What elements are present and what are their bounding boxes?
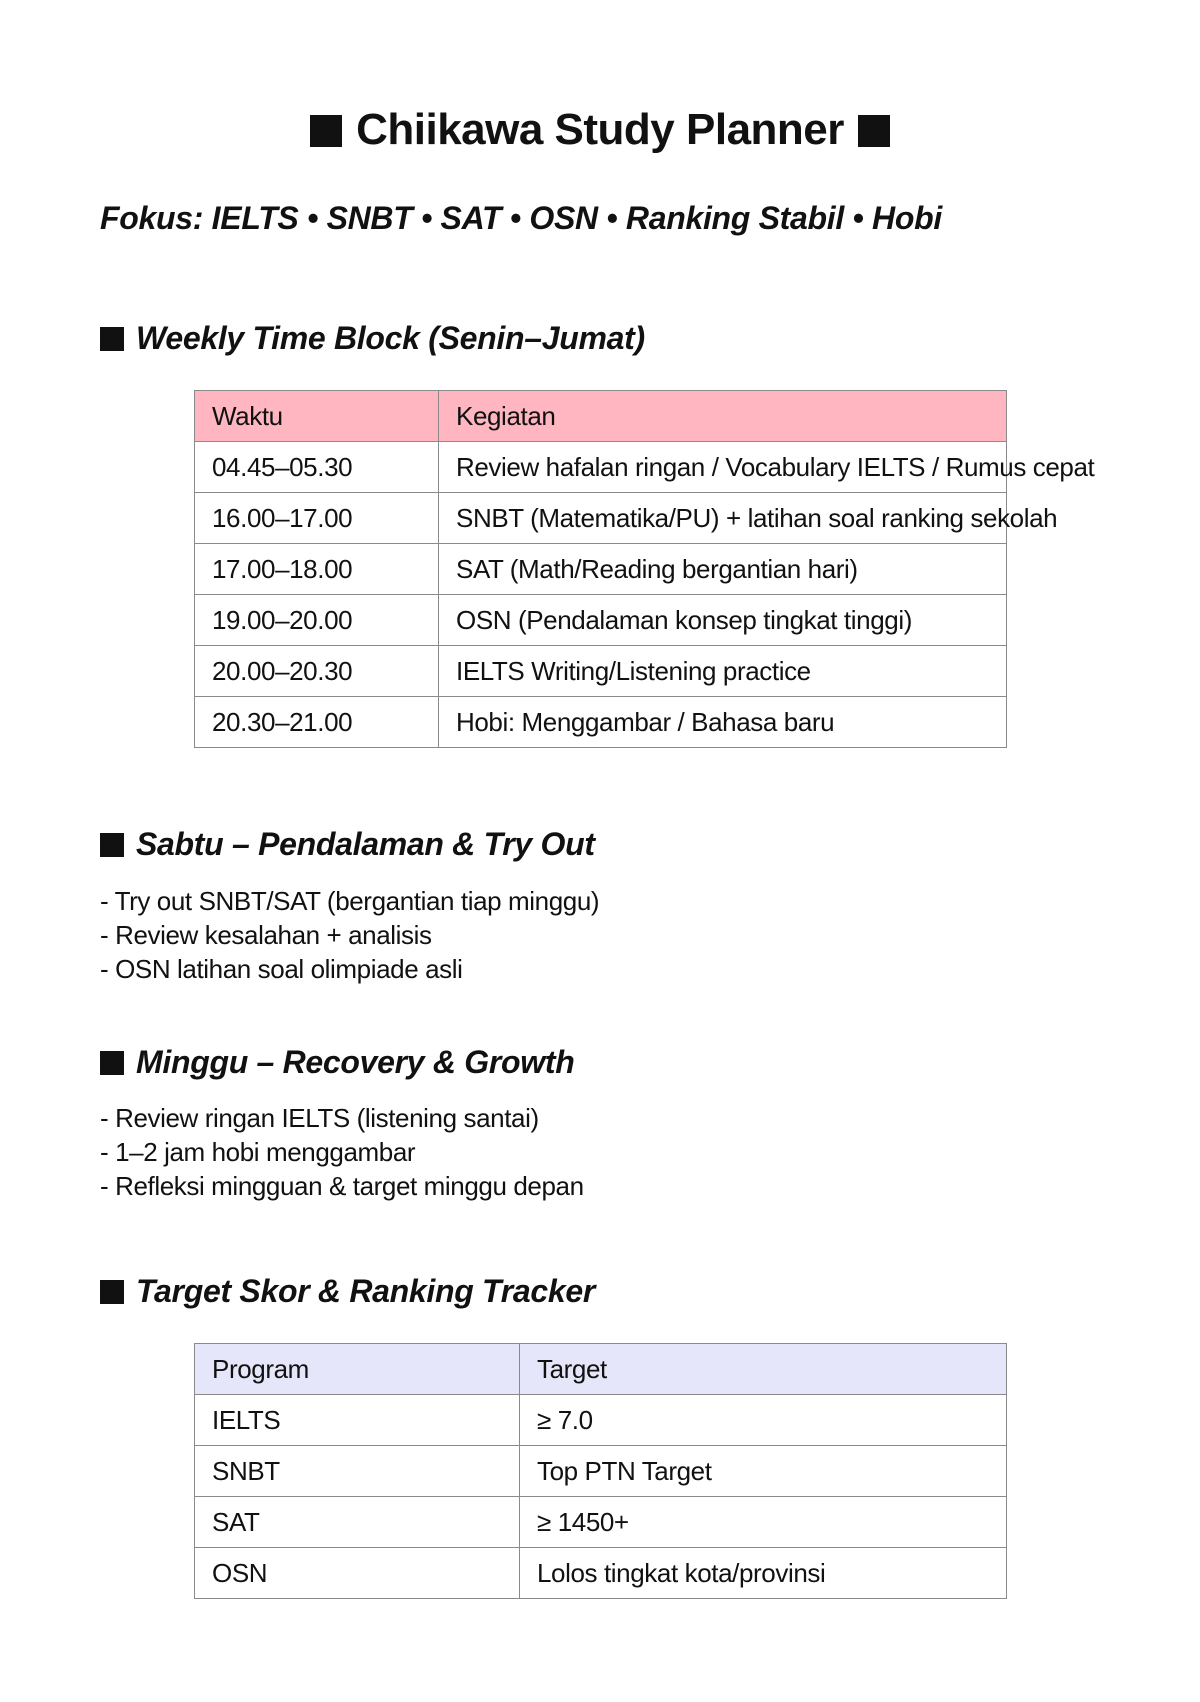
table-row: [195, 442, 1007, 493]
weekly-heading: [100, 318, 645, 358]
column-header-program: Program: [195, 1344, 520, 1395]
table-row: [195, 1497, 1007, 1548]
time-cell: 20.00–20.30: [195, 646, 439, 697]
black-square-icon: [100, 1051, 124, 1075]
activity-cell: SAT (Math/Reading bergantian hari): [439, 544, 1007, 595]
column-header-target: Target: [520, 1344, 1007, 1395]
sunday-list: [100, 1101, 584, 1203]
table-row: [195, 544, 1007, 595]
list-item: - Review kesalahan + analisis: [100, 920, 432, 950]
program-cell: SNBT: [195, 1446, 520, 1497]
program-cell: OSN: [195, 1548, 520, 1599]
target-cell: ≥ 1450+: [520, 1497, 1007, 1548]
table-header-row: [195, 391, 1007, 442]
sunday-heading-text: Minggu – Recovery & Growth: [136, 1044, 575, 1080]
activity-cell: SNBT (Matematika/PU) + latihan soal ranking sekolah: [439, 493, 1007, 544]
program-cell: SAT: [195, 1497, 520, 1548]
column-header-kegiatan: Kegiatan: [439, 391, 1007, 442]
black-square-icon: [310, 115, 342, 147]
page-title-text: Chiikawa Study Planner: [356, 105, 844, 154]
program-cell: IELTS: [195, 1395, 520, 1446]
page-title: [0, 104, 1200, 156]
table-row: [195, 646, 1007, 697]
tracker-heading: [100, 1271, 595, 1311]
saturday-list: [100, 884, 599, 986]
list-item: - Refleksi mingguan & target minggu depan: [100, 1171, 584, 1201]
list-item: - Review ringan IELTS (listening santai): [100, 1103, 539, 1133]
saturday-heading-text: Sabtu – Pendalaman & Try Out: [136, 826, 595, 862]
time-cell: 20.30–21.00: [195, 697, 439, 748]
weekly-heading-text: Weekly Time Block (Senin–Jumat): [136, 320, 645, 356]
table-row: [195, 1395, 1007, 1446]
target-cell: ≥ 7.0: [520, 1395, 1007, 1446]
activity-cell: Hobi: Menggambar / Bahasa baru: [439, 697, 1007, 748]
activity-cell: OSN (Pendalaman konsep tingkat tinggi): [439, 595, 1007, 646]
black-square-icon: [858, 115, 890, 147]
table-row: [195, 595, 1007, 646]
table-row: [195, 697, 1007, 748]
black-square-icon: [100, 327, 124, 351]
table-row: [195, 493, 1007, 544]
black-square-icon: [100, 833, 124, 857]
table-header-row: [195, 1344, 1007, 1395]
time-cell: 17.00–18.00: [195, 544, 439, 595]
activity-cell: Review hafalan ringan / Vocabulary IELTS / Rumus cepat: [439, 442, 1007, 493]
focus-subtitle: Fokus: IELTS • SNBT • SAT • OSN • Ranking Stabil • Hobi: [100, 200, 942, 236]
time-cell: 16.00–17.00: [195, 493, 439, 544]
tracker-table: [194, 1343, 1007, 1599]
target-cell: Lolos tingkat kota/provinsi: [520, 1548, 1007, 1599]
target-cell: Top PTN Target: [520, 1446, 1007, 1497]
column-header-waktu: Waktu: [195, 391, 439, 442]
table-row: [195, 1548, 1007, 1599]
tracker-heading-text: Target Skor & Ranking Tracker: [136, 1273, 596, 1309]
sunday-heading: [100, 1042, 574, 1082]
table-row: [195, 1446, 1007, 1497]
activity-cell: IELTS Writing/Listening practice: [439, 646, 1007, 697]
list-item: - Try out SNBT/SAT (bergantian tiap minggu): [100, 886, 600, 916]
time-cell: 19.00–20.00: [195, 595, 439, 646]
list-item: - OSN latihan soal olimpiade asli: [100, 954, 463, 984]
list-item: - 1–2 jam hobi menggambar: [100, 1137, 416, 1167]
black-square-icon: [100, 1280, 124, 1304]
weekly-table: [194, 390, 1095, 748]
time-cell: 04.45–05.30: [195, 442, 439, 493]
saturday-heading: [100, 824, 595, 864]
